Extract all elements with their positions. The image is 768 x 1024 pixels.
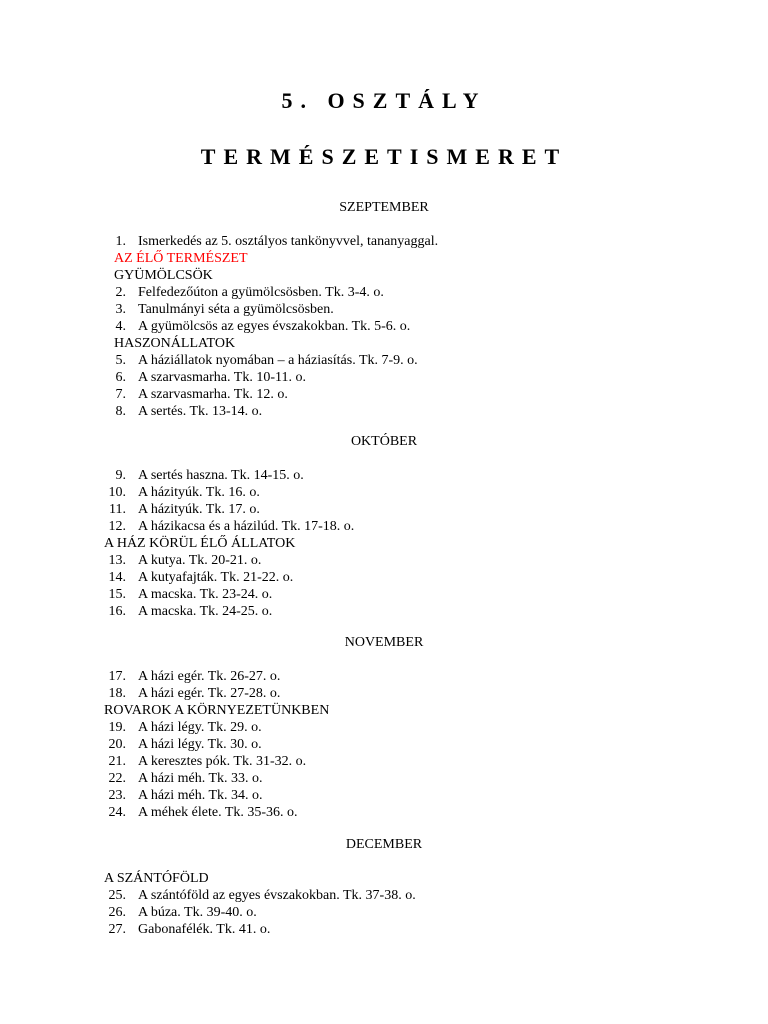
- topic-heading-text: GYÜMÖLCSÖK: [114, 268, 213, 283]
- lesson-number: 14.: [108, 570, 126, 585]
- lesson-item: [0, 770, 768, 787]
- lesson-text: A házi méh. Tk. 34. o.: [138, 788, 263, 803]
- lesson-item: [0, 467, 768, 484]
- lesson-number: 17.: [108, 669, 126, 684]
- lesson-item: [0, 386, 768, 403]
- lesson-item: [0, 352, 768, 369]
- lesson-item: [0, 603, 768, 620]
- lesson-number: 6.: [115, 370, 126, 385]
- lesson-text: A házi méh. Tk. 33. o.: [138, 771, 263, 786]
- lesson-number: 25.: [108, 888, 126, 903]
- lesson-number: 3.: [115, 302, 126, 317]
- lesson-item: [0, 552, 768, 569]
- lesson-number: 10.: [108, 485, 126, 500]
- lesson-item: [0, 369, 768, 386]
- topic-heading-text: A SZÁNTÓFÖLD: [104, 871, 209, 886]
- document-title: 5. OSZTÁLY: [281, 88, 487, 113]
- lesson-text: A házikacsa és a házilúd. Tk. 17-18. o.: [138, 519, 355, 534]
- lesson-text: A szarvasmarha. Tk. 10-11. o.: [138, 370, 306, 385]
- document-subtitle: TERMÉSZETISMERET: [200, 144, 568, 169]
- lesson-item: [0, 284, 768, 301]
- lesson-number: 24.: [108, 805, 126, 820]
- lesson-item: [0, 233, 768, 250]
- lesson-item: [0, 719, 768, 736]
- lesson-number: 2.: [115, 285, 126, 300]
- lesson-number: 11.: [109, 502, 126, 517]
- lesson-text: A búza. Tk. 39-40. o.: [138, 905, 257, 920]
- lesson-item: [0, 403, 768, 420]
- topic-heading: [0, 335, 768, 352]
- lesson-text: A házi egér. Tk. 27-28. o.: [138, 686, 281, 701]
- lesson-number: 26.: [108, 905, 126, 920]
- lesson-number: 1.: [115, 234, 126, 249]
- lesson-text: A méhek élete. Tk. 35-36. o.: [138, 805, 298, 820]
- lesson-text: A házi légy. Tk. 29. o.: [138, 720, 262, 735]
- lesson-item: [0, 586, 768, 603]
- lesson-number: 19.: [108, 720, 126, 735]
- lesson-number: 15.: [108, 587, 126, 602]
- lesson-item: [0, 318, 768, 335]
- lesson-number: 23.: [108, 788, 126, 803]
- lesson-text: A sertés haszna. Tk. 14-15. o.: [138, 468, 304, 483]
- lesson-text: A macska. Tk. 23-24. o.: [138, 587, 273, 602]
- lesson-text: A házityúk. Tk. 17. o.: [138, 502, 260, 517]
- lesson-text: A gyümölcsös az egyes évszakokban. Tk. 5-6. o.: [138, 319, 411, 334]
- lesson-item: [0, 753, 768, 770]
- topic-heading: [0, 267, 768, 284]
- topic-heading: [0, 702, 768, 719]
- lesson-text: A kutyafajták. Tk. 21-22. o.: [138, 570, 294, 585]
- lesson-text: Tanulmányi séta a gyümölcsösben.: [138, 302, 334, 317]
- topic-heading-text: AZ ÉLŐ TERMÉSZET: [114, 251, 248, 266]
- topic-heading: [0, 535, 768, 552]
- lesson-text: Felfedezőúton a gyümölcsösben. Tk. 3-4. o.: [138, 285, 384, 300]
- lesson-text: A kutya. Tk. 20-21. o.: [138, 553, 262, 568]
- lesson-number: 5.: [115, 353, 126, 368]
- lesson-number: 22.: [108, 771, 126, 786]
- month-topic-list: [0, 233, 768, 420]
- month-heading: NOVEMBER: [344, 635, 424, 650]
- lesson-text: A keresztes pók. Tk. 31-32. o.: [138, 754, 307, 769]
- lesson-number: 13.: [108, 553, 126, 568]
- lesson-item: [0, 804, 768, 821]
- lesson-text: A szántóföld az egyes évszakokban. Tk. 37-38. o.: [138, 888, 416, 903]
- month-topic-list: [0, 668, 768, 821]
- lesson-number: 27.: [108, 922, 126, 937]
- month-topic-list: [0, 870, 768, 938]
- lesson-item: [0, 569, 768, 586]
- lesson-number: 16.: [108, 604, 126, 619]
- lesson-text: A házityúk. Tk. 16. o.: [138, 485, 260, 500]
- lesson-text: A sertés. Tk. 13-14. o.: [138, 404, 263, 419]
- lesson-text: A házi egér. Tk. 26-27. o.: [138, 669, 281, 684]
- lesson-item: [0, 501, 768, 518]
- lesson-text: Gabonafélék. Tk. 41. o.: [138, 922, 271, 937]
- lesson-item: [0, 484, 768, 501]
- lesson-item: [0, 921, 768, 938]
- lesson-item: [0, 668, 768, 685]
- lesson-text: Ismerkedés az 5. osztályos tankönyvvel, tananyaggal.: [138, 234, 439, 249]
- lesson-item: [0, 518, 768, 535]
- month-heading: OKTÓBER: [350, 434, 418, 449]
- lesson-number: 4.: [115, 319, 126, 334]
- month-heading: SZEPTEMBER: [339, 200, 429, 215]
- topic-heading: [0, 870, 768, 887]
- lesson-item: [0, 787, 768, 804]
- lesson-number: 9.: [115, 468, 126, 483]
- lesson-number: 21.: [108, 754, 126, 769]
- lesson-item: [0, 904, 768, 921]
- lesson-text: A házi légy. Tk. 30. o.: [138, 737, 262, 752]
- lesson-item: [0, 301, 768, 318]
- lesson-item: [0, 887, 768, 904]
- lesson-number: 12.: [108, 519, 126, 534]
- month-topic-list: [0, 467, 768, 620]
- lesson-number: 20.: [108, 737, 126, 752]
- lesson-number: 8.: [115, 404, 126, 419]
- topic-heading-text: HASZONÁLLATOK: [114, 336, 236, 351]
- topic-heading: [0, 250, 768, 267]
- lesson-item: [0, 685, 768, 702]
- lesson-text: A háziállatok nyomában – a háziasítás. Tk. 7-9. o.: [138, 353, 418, 368]
- lesson-number: 18.: [108, 686, 126, 701]
- lesson-text: A szarvasmarha. Tk. 12. o.: [138, 387, 288, 402]
- lesson-text: A macska. Tk. 24-25. o.: [138, 604, 273, 619]
- lesson-item: [0, 736, 768, 753]
- lesson-number: 7.: [115, 387, 126, 402]
- topic-heading-text: A HÁZ KÖRÜL ÉLŐ ÁLLATOK: [104, 536, 296, 551]
- topic-heading-text: ROVAROK A KÖRNYEZETÜNKBEN: [104, 703, 330, 718]
- month-heading: DECEMBER: [345, 837, 423, 852]
